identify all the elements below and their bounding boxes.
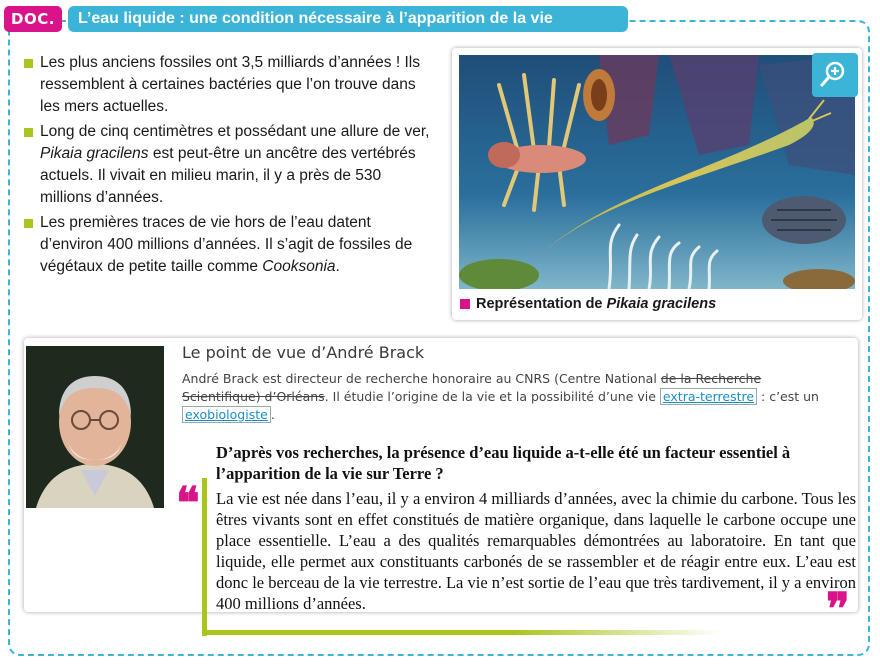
square-bullet-icon (460, 299, 470, 309)
open-quote-icon: ❝ (176, 478, 200, 529)
pikaia-illustration-card (452, 48, 862, 320)
interview-question: D’après vos recherches, la présence d’eau liquide a-t-elle été un facteur essentiel à l’apparition de la vie sur Terre ? (216, 443, 791, 483)
facts-list (24, 52, 430, 281)
square-bullet-icon (24, 219, 33, 228)
square-bullet-icon (24, 128, 33, 137)
decorative-bar (202, 478, 207, 636)
close-quote-icon: ❞ (826, 584, 850, 635)
zoom-in-button[interactable] (812, 53, 858, 97)
doc-title: L’eau liquide : une condition nécessaire à l’apparition de la vie (68, 6, 628, 32)
illustration-caption: Représentation de Pikaia gracilens (460, 296, 716, 312)
decorative-bar (202, 630, 722, 635)
fact-item: Long de cinq centimètres et possédant une allure de ver, Pikaia gracilens est peut-être un ancêtre des vertébrés actuels. Il vivait en milieu marin, il y a près de 530 millions d’années. (24, 121, 430, 209)
andre-brack-portrait (26, 346, 164, 508)
interview-answer: La vie est née dans l’eau, il y a environ 4 milliards d’années, avec la chimie du carbone. Tous les êtres vivants sont en effet constitués de matière organique, dans laquelle le carbone occupe une place essentielle. L’eau a des qualités remarquables démontrées au laboratoire. En tant que liquide, elle permet aux constituants carbonés de se rassembler et de réagir entre eux. L’eau est donc le berceau de la vie terrestre. La vie n’est sortie de l’eau que très tardivement, il y a environ 400 millions d’années. (216, 489, 857, 613)
doc-badge: DOC. 1 (4, 6, 62, 32)
interview-title: Le point de vue d’André Brack (182, 343, 425, 362)
fact-item: Les premières traces de vie hors de l’eau datent d’environ 400 millions d’années. Il s’agit de fossiles de végétaux de petite taille comme Cooksonia. (24, 212, 430, 278)
interview-intro: André Brack est directeur de recherche honoraire au CNRS (Centre National de la Recherche Scientifique) d’Orléans. Il étudie l’origine de la vie et la possibilité d’une vie extra-terrestre : c’est un exobiologiste . (182, 371, 819, 422)
pikaia-illustration (459, 55, 855, 289)
exobiologiste-link[interactable]: exobiologiste (182, 406, 271, 423)
interview-card (24, 338, 858, 635)
fact-item: Les plus anciens fossiles ont 3,5 milliards d’années ! Ils ressemblent à certaines bactéries que l’on trouve dans les mers actuelles. (24, 52, 430, 118)
extraterrestre-link[interactable]: extra-terrestre (660, 388, 757, 405)
square-bullet-icon (24, 59, 33, 68)
zoom-in-icon (819, 60, 847, 88)
